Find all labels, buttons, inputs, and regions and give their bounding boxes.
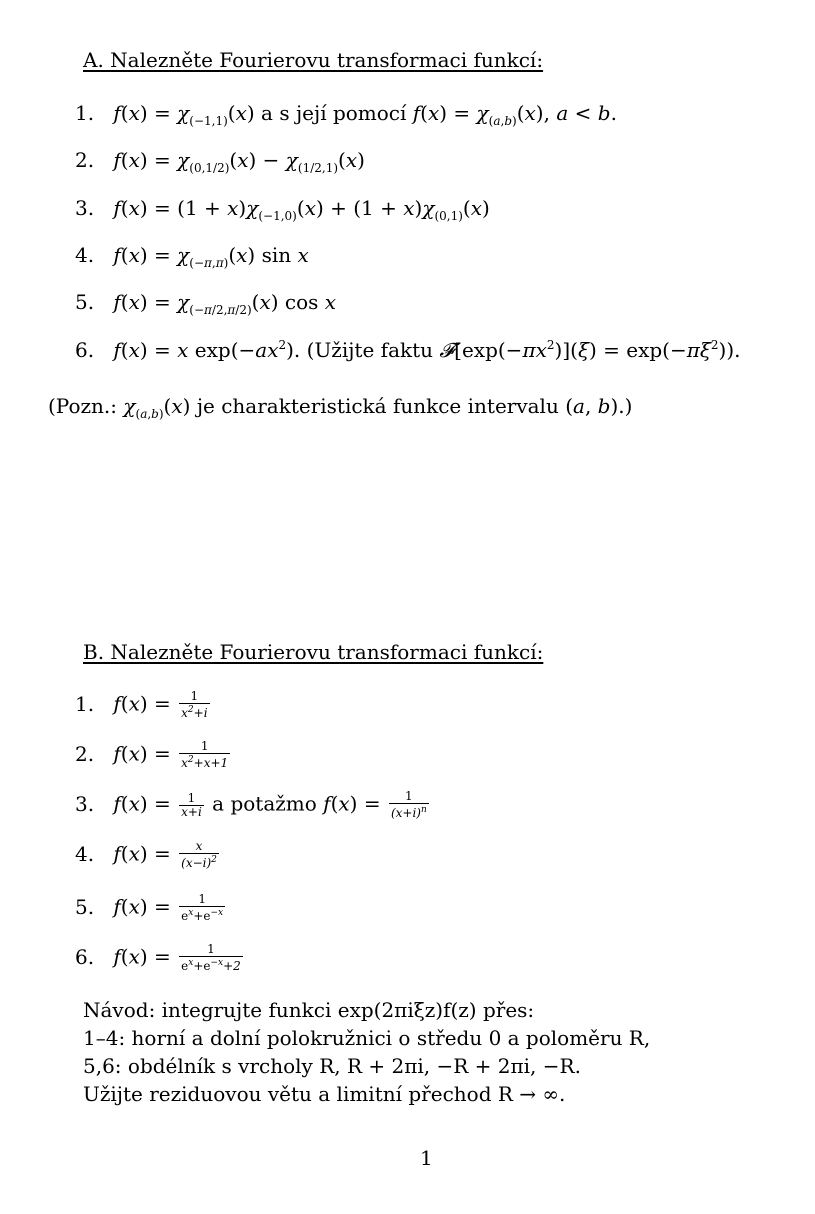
item-number: 3.	[75, 196, 95, 220]
item-number: 2.	[75, 148, 95, 172]
item-number: 5.	[75, 894, 95, 919]
fraction: $\frac{1}{(x+i)^n}$	[390, 789, 427, 820]
item-number: 6.	[75, 338, 95, 362]
section-b-item-4: 4. f(x) = $\frac{x}{(x-i)^2}$	[75, 839, 217, 870]
item-number: 1.	[75, 691, 95, 716]
item-number: 3.	[75, 791, 95, 816]
item-text: a potažmo	[212, 791, 317, 816]
fraction: $\frac{1}{e^x+e^{-x}+2}$	[181, 942, 241, 973]
item-number: 4.	[75, 243, 95, 267]
hint-line-2: 1–4: horní a dolní polokružnici o středu 0 a poloměru R,	[83, 1026, 651, 1050]
section-a-item-4: 4. $f(x) = \chi_{(-\pi,\pi)}(x)$ sin x	[75, 243, 309, 270]
hint-line-3: 5,6: obdélník s vrcholy R, R + 2πi, −R + 2πi, −R.	[83, 1054, 581, 1078]
fraction: $\frac{x}{(x-i)^2}$	[181, 839, 217, 870]
section-b-heading: B. Nalezněte Fourierovu transformaci funkcí:	[83, 640, 544, 664]
item-number: 6.	[75, 944, 95, 969]
section-b-item-1: 1. f(x) = $\frac{1}{x^2+i}$	[75, 689, 208, 720]
section-a-item-3: 3. $f(x) = (1 + x)\chi_{(-1,0)}(x) + (1 + x)\chi_{(0,1)}(x)$	[75, 196, 490, 223]
formula: f	[113, 101, 121, 125]
section-b-item-3: 3. f(x) = $\frac{1}{x+i}$ a potažmo f(x) = $\frac{1}{(x+i)^n}$	[75, 789, 427, 820]
hint-line-4: Užijte reziduovou větu a limitní přechod R → ∞.	[83, 1082, 566, 1106]
item-text: (Užijte faktu	[306, 338, 434, 362]
note-prefix: (Pozn.:	[48, 394, 118, 418]
note-text: je charakteristická funkce intervalu	[196, 394, 559, 418]
section-a-note: (Pozn.: $\chi_{(a,b)}(x)$ je charakteristická funkce intervalu (a, b).)	[48, 394, 633, 421]
section-a-item-5: 5. $f(x) = \chi_{(-\pi/2,\pi/2)}(x)$ cos x	[75, 290, 337, 317]
fraction: $\frac{1}{e^x+e^{-x}}$	[181, 892, 224, 923]
section-b-item-6: 6. f(x) = $\frac{1}{e^x+e^{-x}+2}$	[75, 942, 241, 973]
section-b-item-2: 2. f(x) = $\frac{1}{x^2+x+1}$	[75, 739, 229, 770]
section-a-item-2: 2. $f(x) = \chi_{(0,1/2)}(x) - \chi_{(1/2,1)}(x)$	[75, 148, 365, 175]
hint-line-1: Návod: integrujte funkci exp(2πiξz)f(z) přes:	[83, 998, 535, 1022]
section-a-item-1: 1. $f(x) = \chi_{(-1,1)}(x)$ a s její pomocí $f(x) = \chi_{(a,b)}(x)$, a < b.	[75, 101, 617, 128]
item-text: a s její pomocí	[261, 101, 407, 125]
item-number: 1.	[75, 101, 95, 125]
item-number: 4.	[75, 841, 95, 866]
fraction: $\frac{1}{x^2+x+1}$	[181, 739, 229, 770]
section-a-item-6: 6. f(x) = x $\exp(-ax^2)$. (Užijte faktu $𝓕[\exp(-\pi x^2)](\xi) = \exp(-\pi\xi^2)$).	[75, 338, 741, 362]
fraction: $\frac{1}{x+i}$	[181, 790, 202, 819]
item-number: 5.	[75, 290, 95, 314]
fraction: $\frac{1}{x^2+i}$	[181, 689, 208, 720]
section-b-item-5: 5. f(x) = $\frac{1}{e^x+e^{-x}}$	[75, 892, 224, 923]
section-a-heading: A. Nalezněte Fourierovu transformaci funkcí:	[83, 48, 544, 72]
page-number: 1	[420, 1146, 433, 1170]
item-number: 2.	[75, 741, 95, 766]
